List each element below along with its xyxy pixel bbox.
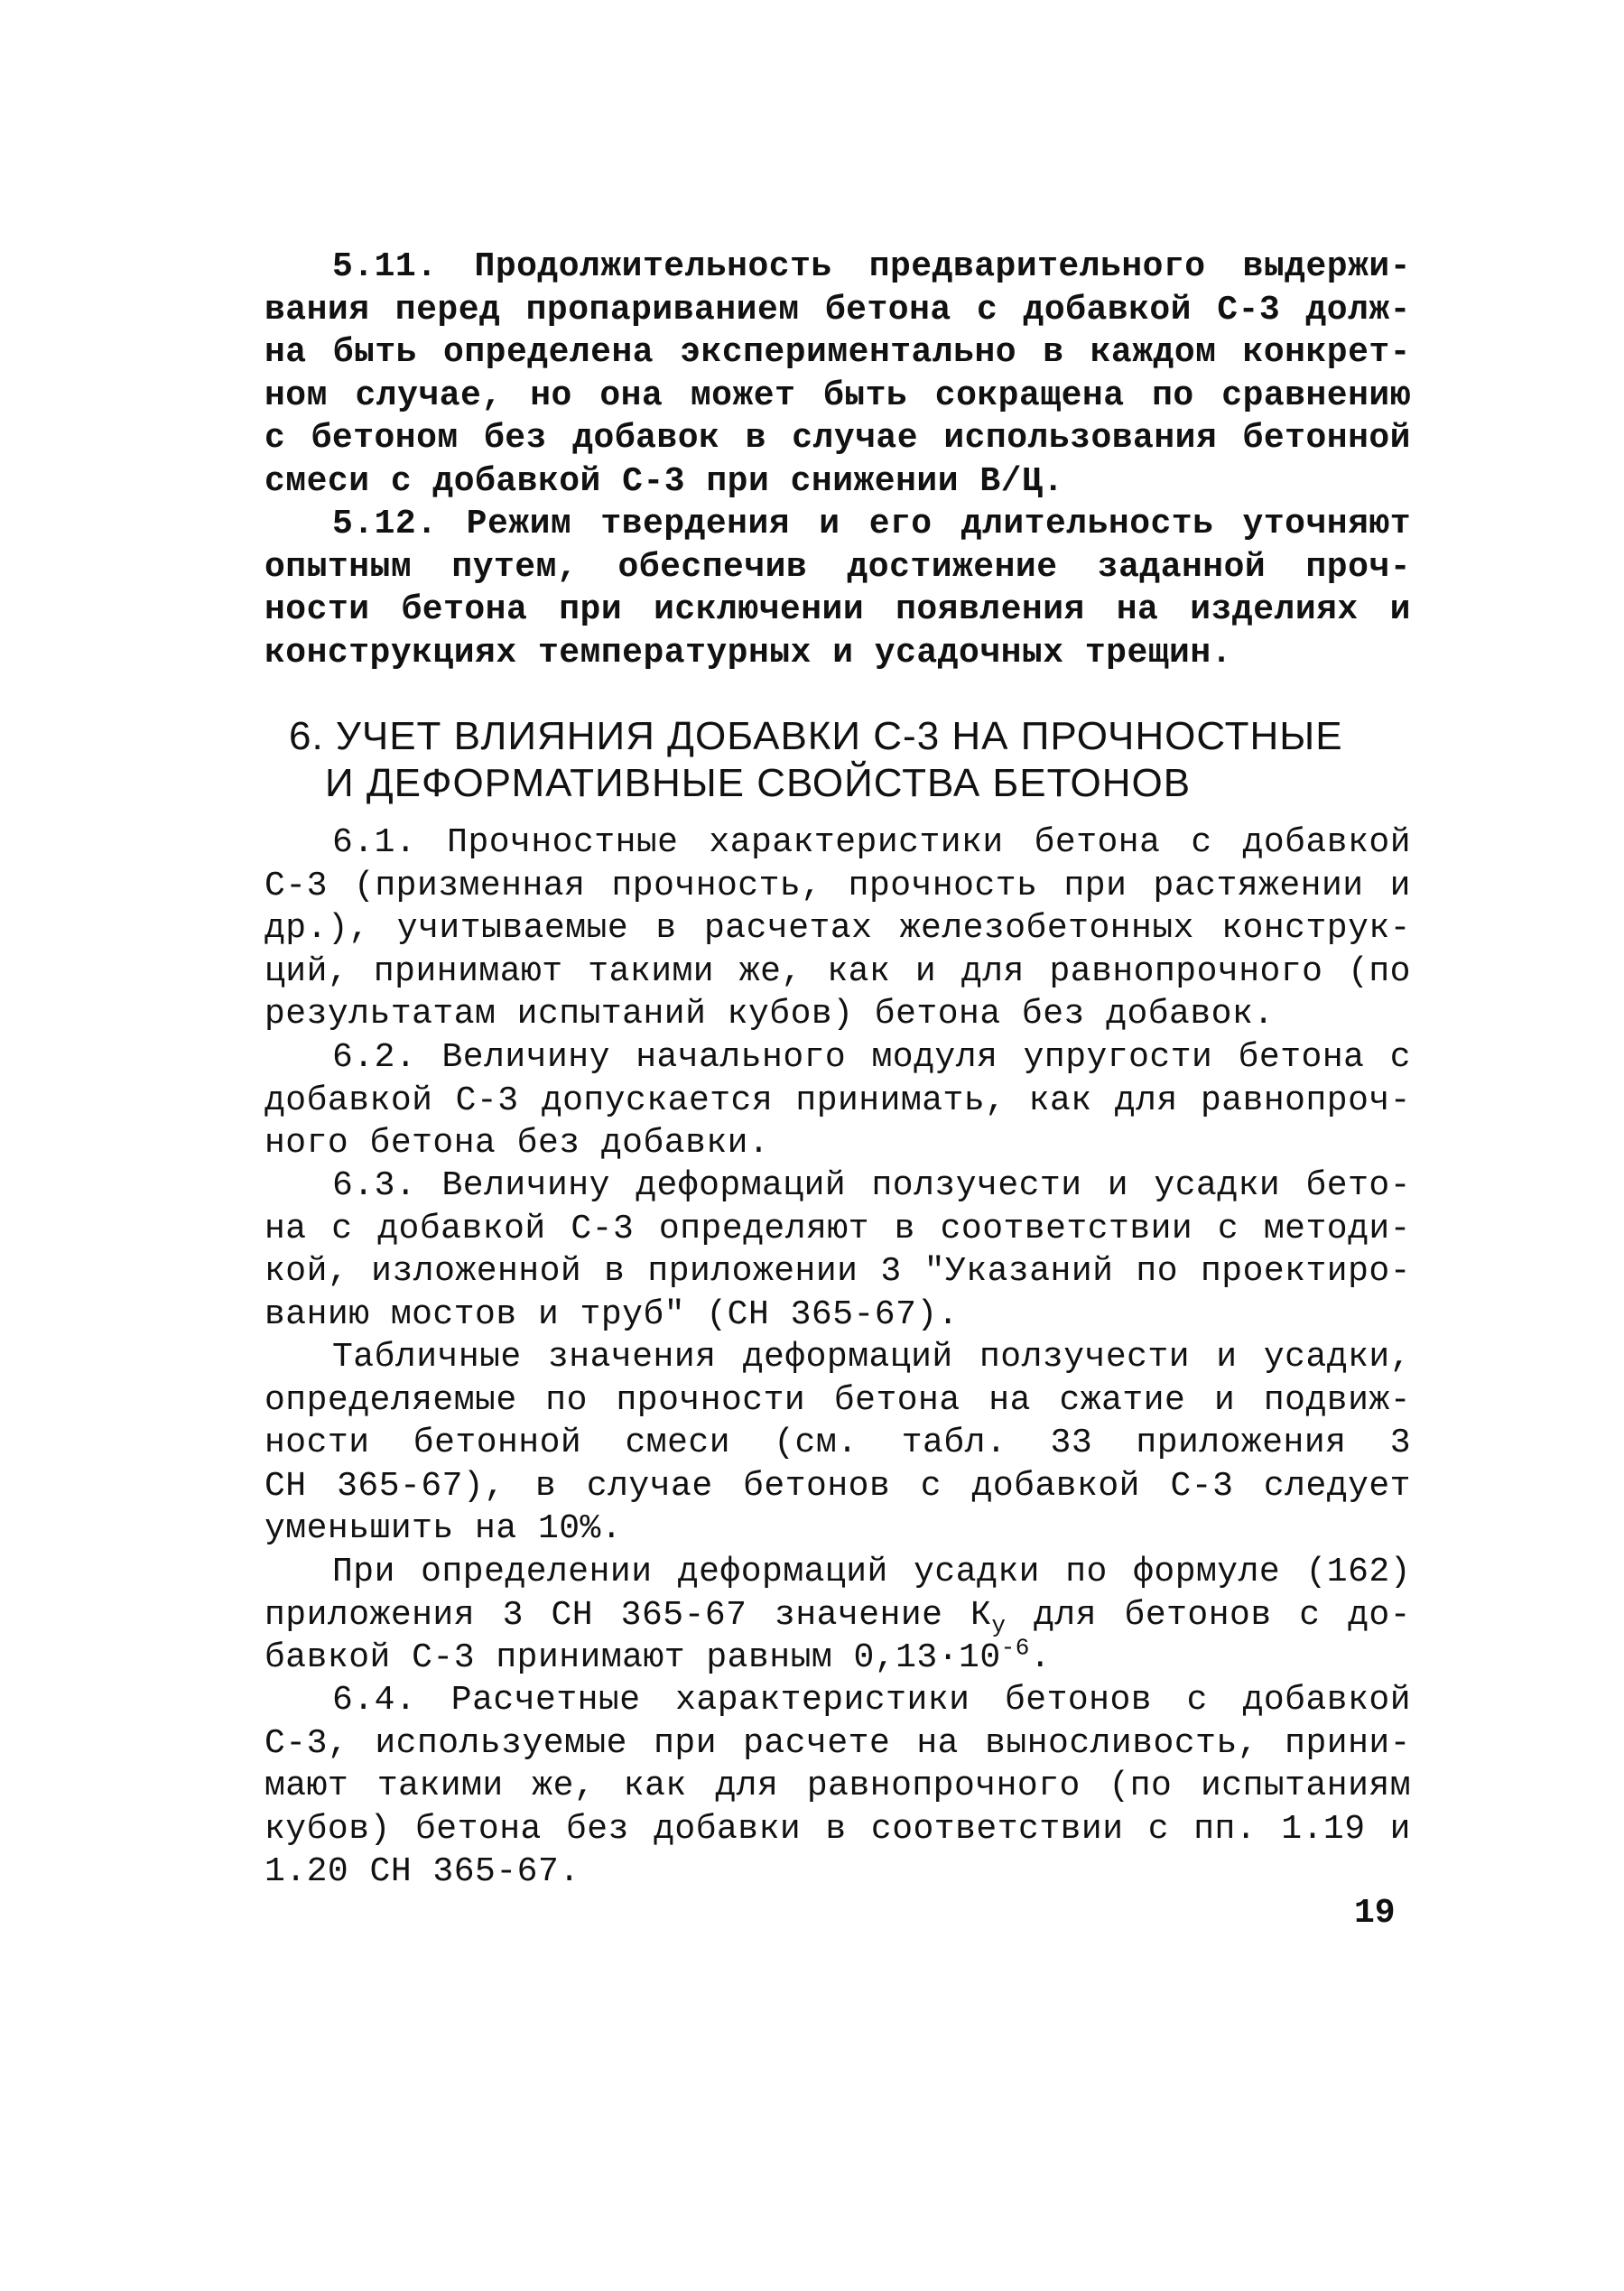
text-line: 5.12. Режим твердения и его длительность уточняют [332, 505, 1411, 543]
text-line: конструкциях температурных и усадочных трещин. [264, 633, 1232, 672]
text-fragment: для бетонов с до- [1006, 1595, 1411, 1635]
paragraph-5-12 [264, 503, 1411, 674]
text-line: смеси с добавкой С-3 при снижении В/Ц. [264, 461, 1064, 501]
text-line: др.), учитываемые в расчетах железобетонных конструк- [264, 909, 1411, 948]
text-line [264, 1594, 1411, 1637]
text-line: вания перед пропариванием бетона с добавкой С-3 долж- [264, 290, 1411, 329]
text-line: кой, изложенной в приложении 3 "Указаний по проектиро- [264, 1252, 1411, 1291]
subscript-y: у [991, 1611, 1007, 1639]
text-line: СН 365-67), в случае бетонов с добавкой С-3 следует [264, 1466, 1411, 1506]
paragraph-6-1 [264, 821, 1411, 1036]
text-line: добавкой С-3 допускается принимать, как для равнопроч- [264, 1081, 1411, 1120]
text-line: мают такими же, как для равнопрочного (по испытаниям [264, 1767, 1411, 1805]
text-line: 6.4. Расчетные характеристики бетонов с добавкой [332, 1681, 1411, 1720]
text-line [264, 1634, 1411, 1680]
text-line: на с добавкой С-3 определяют в соответствии с методи- [264, 1209, 1411, 1248]
text-line: ванию мостов и труб" (СН 365-67). [264, 1294, 960, 1334]
text-line: ций, принимают такими же, как и для равнопрочного (по [264, 951, 1411, 991]
paragraph-6-2 [264, 1036, 1411, 1165]
text-fragment: бавкой С-3 принимают равным 0,13·10 [264, 1638, 1001, 1677]
text-fragment: . [1029, 1638, 1052, 1677]
text-line: опытным путем, обеспечив достижение заданной проч- [264, 547, 1411, 587]
superscript-exponent: -6 [1000, 1634, 1030, 1662]
paragraph-6-4 [264, 1679, 1411, 1894]
paragraph-6-3-tables [264, 1336, 1411, 1551]
paragraph-5-11 [264, 246, 1411, 503]
text-line: Табличные значения деформаций ползучести и усадки, [332, 1338, 1411, 1377]
text-line: При определении деформаций усадки по формуле (162) [332, 1553, 1411, 1591]
paragraph-6-3-formula [264, 1551, 1411, 1680]
page-number: 19 [1354, 1894, 1396, 1933]
text-line: уменьшить на 10%. [264, 1509, 623, 1548]
text-line: ности бетонной смеси (см. табл. 33 приложения 3 [264, 1424, 1411, 1462]
paragraph-6-3 [264, 1164, 1411, 1336]
text-line: определяемые по прочности бетона на сжатие и подвиж- [264, 1380, 1411, 1420]
text-line: ного бетона без добавки. [264, 1124, 770, 1163]
text-line: ности бетона при исключении появления на изделиях и [264, 590, 1411, 629]
text-line: на быть определена экспериментально в каждом конкрет- [264, 333, 1411, 372]
text-line: 5.11. Продолжительность предварительного выдержи- [332, 247, 1411, 286]
section-heading [289, 713, 1408, 807]
text-line: С-3, используемые при расчете на выносливость, прини- [264, 1723, 1411, 1763]
text-line: 6.3. Величину деформаций ползучести и усадки бето- [332, 1166, 1411, 1205]
text-line: кубов) бетона без добавки в соответствии с пп. 1.19 и [264, 1809, 1411, 1849]
text-line: 1.20 СН 365-67. [264, 1852, 580, 1891]
heading-line-1: 6. УЧЕТ ВЛИЯНИЯ ДОБАВКИ С-3 НА ПРОЧНОСТНЫЕ [289, 714, 1343, 758]
text-line: результатам испытаний кубов) бетона без добавок. [264, 995, 1275, 1034]
heading-line-2: И ДЕФОРМАТИВНЫЕ СВОЙСТВА БЕТОНОВ [325, 761, 1192, 805]
text-line: 6.1. Прочностные характеристики бетона с добавкой [332, 823, 1411, 862]
text-line: С-3 (призменная прочность, прочность при растяжении и [264, 866, 1411, 905]
text-fragment: приложения 3 СН 365-67 значение К [264, 1595, 992, 1635]
text-line: 6.2. Величину начального модуля упругости бетона с [332, 1038, 1411, 1077]
text-line: ном случае, но она может быть сокращена по сравнению [264, 376, 1411, 415]
text-line: с бетоном без добавок в случае использования бетонной [264, 419, 1411, 458]
